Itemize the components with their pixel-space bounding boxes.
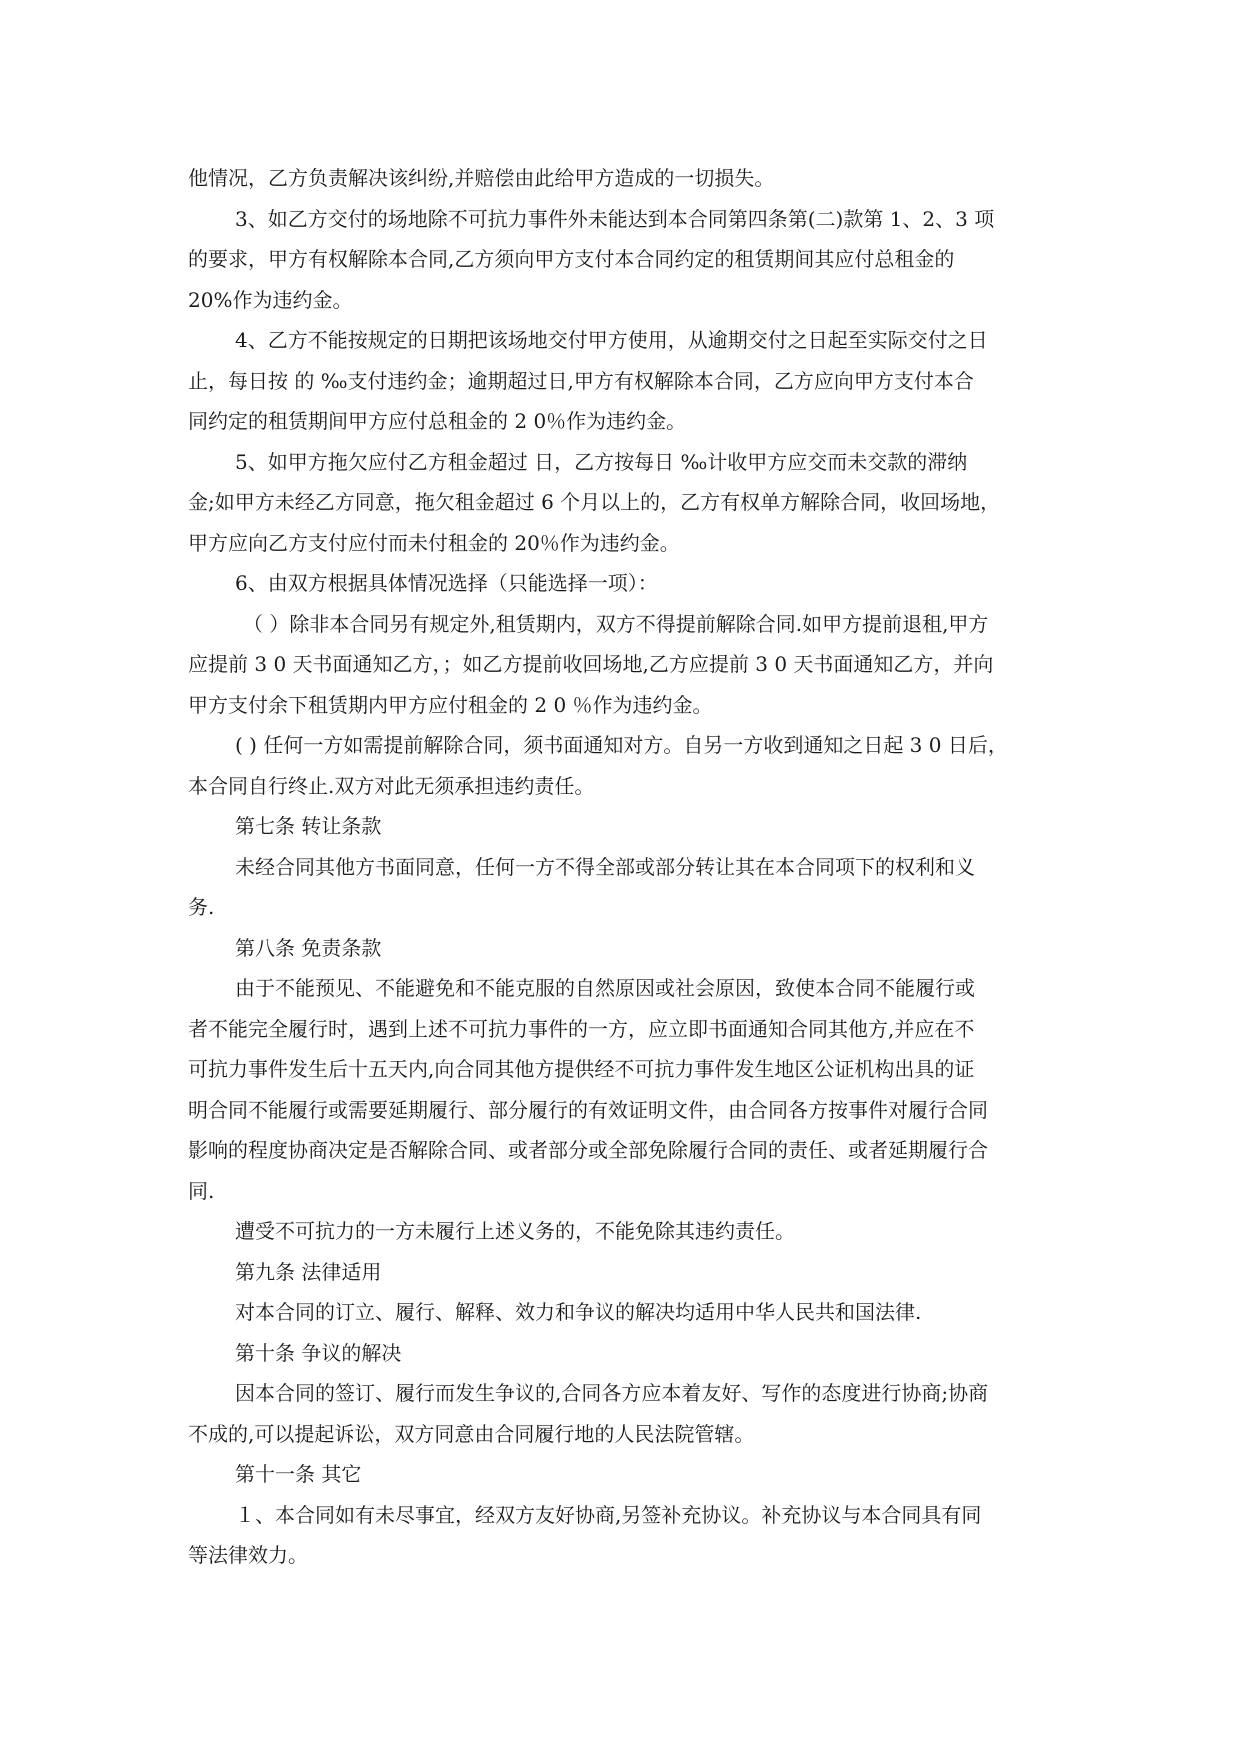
clause-5-line: 5、如甲方拖欠应付乙方租金超过 日，乙方按每日 ‰计收甲方应交而未交款的滞纳	[235, 449, 968, 474]
clause-4-line: 止，每日按 的 ‰支付违约金；逾期超过日,甲方有权解除本合同，乙方应向甲方支付本合	[188, 368, 974, 393]
article-11-line: 等法律效力。	[188, 1543, 308, 1567]
clause-3-line: 3、如乙方交付的场地除不可抗力事件外未能达到本合同第四条第(二)款第 1、2、3 项	[235, 206, 995, 231]
option-a-line: （ ）除非本合同另有规定外,租赁期内，双方不得提前解除合同.如甲方提前退租,甲方	[243, 611, 989, 636]
article-11-line: １、本合同如有未尽事宜，经双方友好协商,另签补充协议。补充协议与本合同具有同	[235, 1502, 982, 1527]
article-8-line: 者不能完全履行时，遇到上述不可抗力事件的一方，应立即书面通知合同其他方,并应在不	[188, 1016, 975, 1041]
article-7-line: 务.	[188, 895, 215, 919]
article-8-line: 同.	[188, 1178, 215, 1203]
article-9-heading: 第九条 法律适用	[235, 1259, 382, 1284]
article-10-line: 因本合同的签订、履行而发生争议的,合同各方应本着友好、写作的态度进行协商;协商	[235, 1381, 989, 1405]
clause-4-line: 同约定的租赁期间甲方应付总租金的 2 0％作为违约金。	[188, 409, 687, 433]
article-8-heading: 第八条 免责条款	[235, 935, 382, 960]
clause-5-line: 金;如甲方未经乙方同意，拖欠租金超过 6 个月以上的，乙方有权单方解除合同，收回场地，	[188, 490, 1001, 514]
option-a-line: 甲方支付余下租赁期内甲方应付租金的 2 0 ％作为违约金。	[188, 692, 713, 717]
clause-6-line: 6、由双方根据具体情况选择（只能选择一项）：	[235, 571, 658, 595]
clause-3-line: 20%作为违约金。	[188, 287, 353, 312]
clause-4-line: 4、乙方不能按规定的日期把该场地交付甲方使用，从逾期交付之日起至实际交付之日	[235, 328, 988, 352]
paragraph-line: 他情况，乙方负责解决该纠纷,并赔偿由此给甲方造成的一切损失。	[188, 166, 775, 190]
clause-5-line: 甲方应向乙方支付应付而未付租金的 20％作为违约金。	[188, 530, 680, 555]
option-b-line: ( ) 任何一方如需提前解除合同，须书面通知对方。自另一方收到通知之日起 3 0 日后，	[235, 733, 1008, 757]
article-8-line: 遭受不可抗力的一方未履行上述义务的，不能免除其违约责任。	[235, 1219, 795, 1243]
article-8-line: 由于不能预见、不能避免和不能克服的自然原因或社会原因，致使本合同不能履行或	[235, 976, 975, 1000]
option-a-line: 应提前 3 0 天书面通知乙方，；如乙方提前收回场地,乙方应提前 3 0 天书面通知乙方，并向	[188, 652, 994, 676]
article-10-line: 不成的,可以提起诉讼，双方同意由合同履行地的人民法院管辖。	[188, 1421, 755, 1446]
article-8-line: 影响的程度协商决定是否解除合同、或者部分或全部免除履行合同的责任、或者延期履行合	[188, 1138, 988, 1162]
option-b-line: 本合同自行终止.双方对此无须承担违约责任。	[188, 773, 595, 798]
document-body	[188, 158, 1058, 1576]
article-11-heading: 第十一条 其它	[235, 1462, 362, 1486]
article-8-line: 可抗力事件发生后十五天内,向合同其他方提供经不可抗力事件发生地区公证机构出具的证	[188, 1057, 975, 1081]
article-8-line: 明合同不能履行或需要延期履行、部分履行的有效证明文件，由合同各方按事件对履行合同	[188, 1097, 988, 1122]
article-10-heading: 第十条 争议的解决	[235, 1340, 402, 1365]
clause-3-line: 的要求，甲方有权解除本合同,乙方须向甲方支付本合同约定的租赁期间其应付总租金的	[188, 247, 955, 271]
article-7-line: 未经合同其他方书面同意，任何一方不得全部或部分转让其在本合同项下的权利和义	[235, 854, 975, 879]
article-9-line: 对本合同的订立、履行、解释、效力和争议的解决均适用中华人民共和国法律.	[235, 1300, 922, 1324]
article-7-heading: 第七条 转让条款	[235, 814, 382, 838]
